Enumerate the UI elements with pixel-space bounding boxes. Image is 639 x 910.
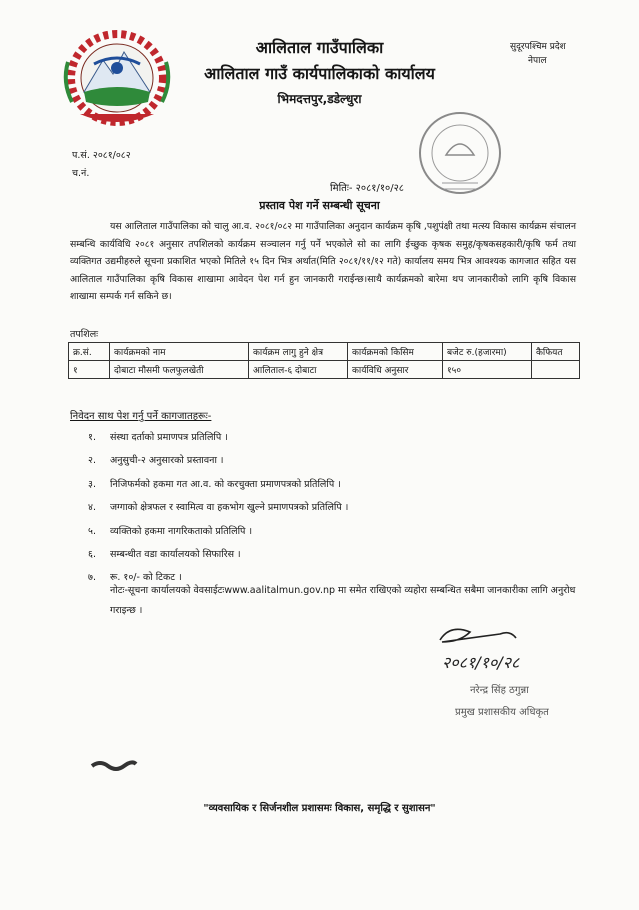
documents-heading: निवेदन साथ पेश गर्नु पर्ने कागजातहरूः- bbox=[70, 411, 212, 422]
list-item: ४. जग्गाको क्षेत्रफल र स्वामित्व वा हकभोग खुल्ने प्रमाणपत्रको प्रतिलिपि । bbox=[88, 502, 349, 514]
svg-text:२०८१/१०/२८: २०८१/१०/२८ bbox=[442, 653, 520, 672]
list-item: १. संस्था दर्ताको प्रमाणपत्र प्रतिलिपि । bbox=[88, 432, 228, 443]
program-table bbox=[68, 342, 580, 379]
office-address: भिमदत्तपुर,डडेल्धुरा bbox=[277, 92, 362, 106]
table-row bbox=[69, 361, 580, 379]
redaction-scribble bbox=[90, 758, 138, 772]
table-cell: १५० bbox=[443, 361, 532, 379]
office-name: आलिताल गाउँपालिका bbox=[255, 38, 384, 57]
table-header: कार्यक्रम लागु हुने क्षेत्र bbox=[249, 343, 348, 361]
list-item: ६. सम्बन्धीत वडा कार्यालयको सिफारिस । bbox=[88, 548, 241, 560]
documents-list bbox=[88, 430, 348, 594]
table-header: क्र.सं. bbox=[69, 343, 110, 361]
list-item: २. अनुसुची-२ अनुसारको प्रस्तावना । bbox=[88, 455, 224, 467]
tapasil-label: तपशिलः bbox=[70, 329, 99, 340]
signatory-name: नरेन्द्र सिंह ठगुन्ना bbox=[470, 685, 529, 696]
notice-subject: प्रस्ताव पेश गर्ने सम्बन्धी सूचना bbox=[259, 199, 380, 212]
table-cell: आलिताल-६ दोबाटा bbox=[249, 361, 348, 379]
table-header: कैफियत bbox=[532, 343, 580, 361]
list-item: ५. व्यक्तिको हकमा नागरिकताको प्रतिलिपि । bbox=[88, 525, 253, 537]
notice-date: मितिः- २०८१/१०/२८ bbox=[330, 183, 405, 194]
table-header: कार्यक्रमको नाम bbox=[110, 343, 249, 361]
table-cell: १ bbox=[69, 361, 110, 379]
list-item: ७. रू. १०/- को टिकट । bbox=[88, 572, 182, 584]
reference-number: प.सं. २०८१/०८२ bbox=[72, 150, 131, 161]
notice-body: यस आलिताल गाउँपालिका को चालु आ.व. २०८१/०८२ मा गाउँपालिका अनुदान कार्यक्रम कृषि ,पशुपंक्षी तथा मत्स्य विकास कार्यक्रम संचालन सम्बन्धि कार्यविधि २०८१ अनुसार तपशिलको कार्यक्रम सञ्चालन गर्नु पर्ने भएकोले सो का लागि ईच्छुक कृषक समुह/कृषकसहकारी/कृषि फर्म तथा व्यक्तिगत उद्यमीहरुले सूचना प्रकाशित भएको मितिले १५ दिन भित्र अर्थात(मिति २०८१/११/१२ गते) कार्यालय समय भित्र आवश्यक कागजात सहित यस आलिताल गाउँपालिका कृषि विकास शाखामा आवेदन पेश गर्न हुन जानकारी गराईन्छ।साथै कार्यक्रमको बारेमा थप जानकारीको लागि कृषि विकास शाखामा सम्पर्क गर्न सकिने छ। bbox=[70, 221, 576, 302]
table-cell: कार्यविधि अनुसार bbox=[348, 361, 443, 379]
website-note: नोटः-सूचना कार्यालयको वेवसाईटःwww.aalitalmun.gov.np मा समेत राखिएको व्यहोरा सम्बन्धित सबैमा जानकारीका लागि अनुरोध गराइन्छ । bbox=[110, 585, 576, 616]
province-label: सुदूरपश्चिम प्रदेश नेपाल bbox=[510, 42, 566, 66]
table-cell: दोबाटा मौसमी फलफुलखेती bbox=[110, 361, 249, 379]
official-stamp bbox=[412, 105, 508, 201]
table-header: कार्यक्रमको किसिम bbox=[348, 343, 443, 361]
motto: "व्यवसायिक र सिर्जनशील प्रशासमः विकास, समृद्धि र सुशासन" bbox=[203, 803, 436, 814]
dispatch-number: च.नं. bbox=[72, 168, 90, 179]
handwritten-signature bbox=[430, 620, 560, 676]
office-subtitle: आलिताल गाउँ कार्यपालिकाको कार्यालय bbox=[204, 64, 435, 83]
table-cell bbox=[532, 361, 580, 379]
signatory-title: प्रमुख प्रशासकीय अधिकृत bbox=[455, 707, 549, 718]
table-header-row bbox=[69, 343, 580, 361]
list-item: ३. निजिफर्मको हकमा गत आ.व. को करचुक्ता प्रमाणपत्रको प्रतिलिपि । bbox=[88, 478, 341, 490]
table-header: बजेट रु.(हजारमा) bbox=[443, 343, 532, 361]
